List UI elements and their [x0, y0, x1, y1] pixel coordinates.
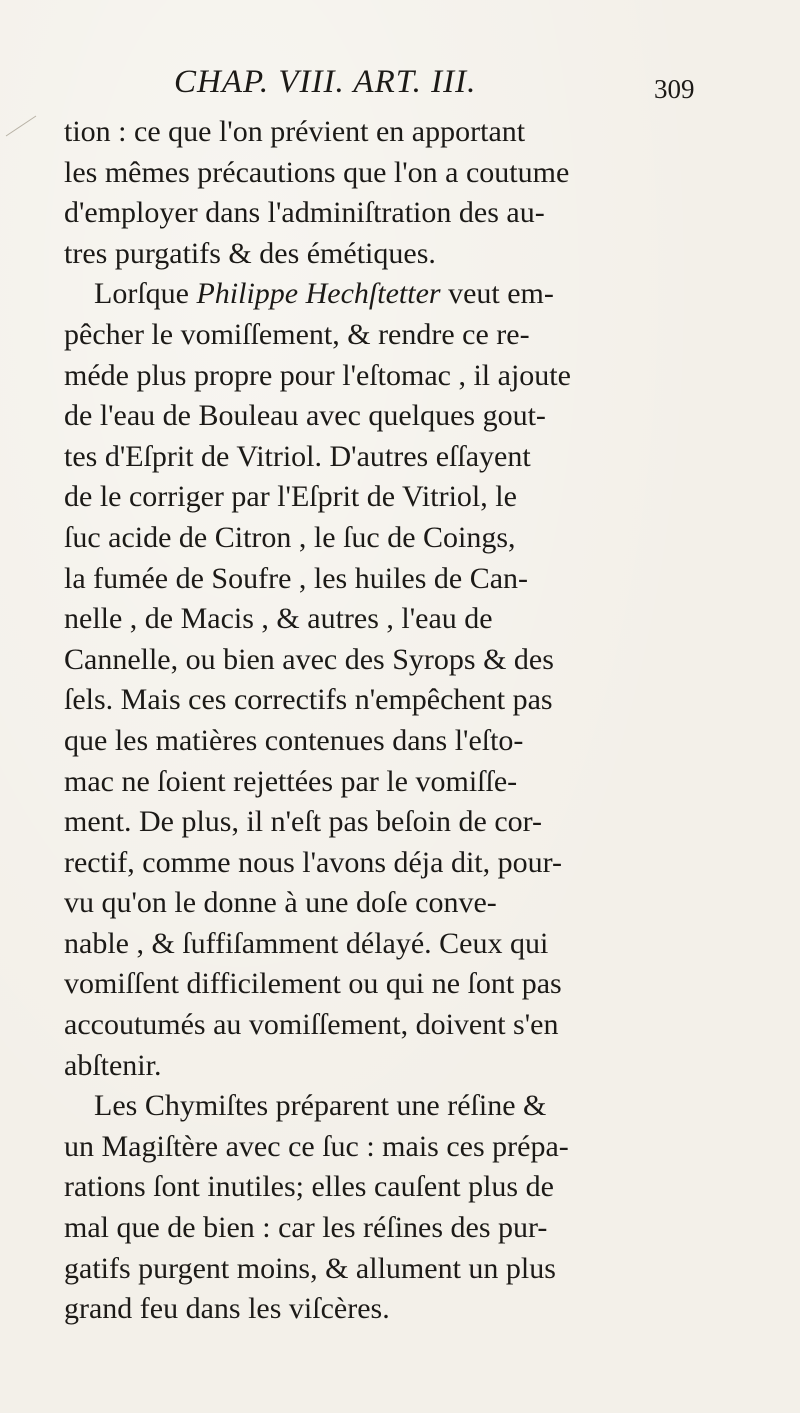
text-line: vu qu'on le donne à une doſe conve-	[64, 886, 497, 920]
text-line: Cannelle, ou bien avec des Syrops & des	[64, 642, 554, 676]
page-number: 309	[654, 74, 695, 104]
text-line	[64, 274, 724, 315]
text-line: méde plus propre pour l'eſtomac , il ajoute	[64, 358, 571, 392]
text-line: mal que de bien : car les réſines des pur-	[64, 1211, 548, 1245]
text-line: rectif, comme nous l'avons déja dit, pour-	[64, 845, 563, 879]
text-line: de l'eau de Bouleau avec quelques gout-	[64, 399, 546, 433]
text-line: mac ne ſoient rejettées par le vomiſſe-	[64, 764, 518, 798]
text-line: rations ſont inutiles; elles cauſent plus de	[64, 1170, 554, 1204]
text-line: accoutumés au vomiſſement, doivent s'en	[64, 1008, 559, 1042]
text-line: ſuc acide de Citron , le ſuc de Coings,	[64, 520, 516, 554]
text-line: ment. De plus, il n'eſt pas beſoin de cor-	[64, 805, 543, 839]
text-line: pêcher le vomiſſement, & rendre ce re-	[64, 317, 530, 351]
running-head: CHAP. VIII. ART. III.	[174, 64, 477, 100]
text-line: tes d'Eſprit de Vitriol. D'autres eſſayent	[64, 439, 531, 473]
page-header	[96, 64, 696, 108]
text-line: ſels. Mais ces correctifs n'empêchent pas	[64, 683, 553, 717]
text-line: tres purgatifs & des émétiques.	[64, 236, 436, 270]
text-line: que les matières contenues dans l'eſto-	[64, 723, 524, 757]
text-line: vomiſſent difficilement ou qui ne ſont pas	[64, 967, 562, 1001]
margin-mark-icon	[0, 112, 40, 142]
text-line: d'employer dans l'adminiſtration des au-	[64, 196, 545, 230]
text-line: Les Chymiſtes préparent une réſine &	[94, 1089, 547, 1123]
text-line: la fumée de Soufre , les huiles de Can-	[64, 561, 529, 595]
text-line: tion : ce que l'on prévient en apportant	[64, 115, 526, 148]
text-line: nelle , de Macis , & autres , l'eau de	[64, 602, 493, 636]
text-line: abſtenir.	[64, 1048, 162, 1082]
text-segment: Lorſque	[94, 277, 197, 311]
text-line: de le corriger par l'Eſprit de Vitriol, le	[64, 480, 517, 514]
text-line: nable , & ſuffiſamment délayé. Ceux qui	[64, 926, 549, 960]
text-line: gatifs purgent moins, & allument un plus	[64, 1251, 556, 1285]
text-line: grand feu dans les viſcères.	[64, 1292, 390, 1326]
person-name: Philippe Hechſtetter	[196, 277, 441, 311]
text-line: un Magiſtère avec ce ſuc : mais ces prépa-	[64, 1129, 569, 1163]
text-segment: veut em-	[440, 277, 554, 311]
text-line: les mêmes précautions que l'on a coutume	[64, 155, 570, 189]
body-text	[64, 112, 724, 1330]
